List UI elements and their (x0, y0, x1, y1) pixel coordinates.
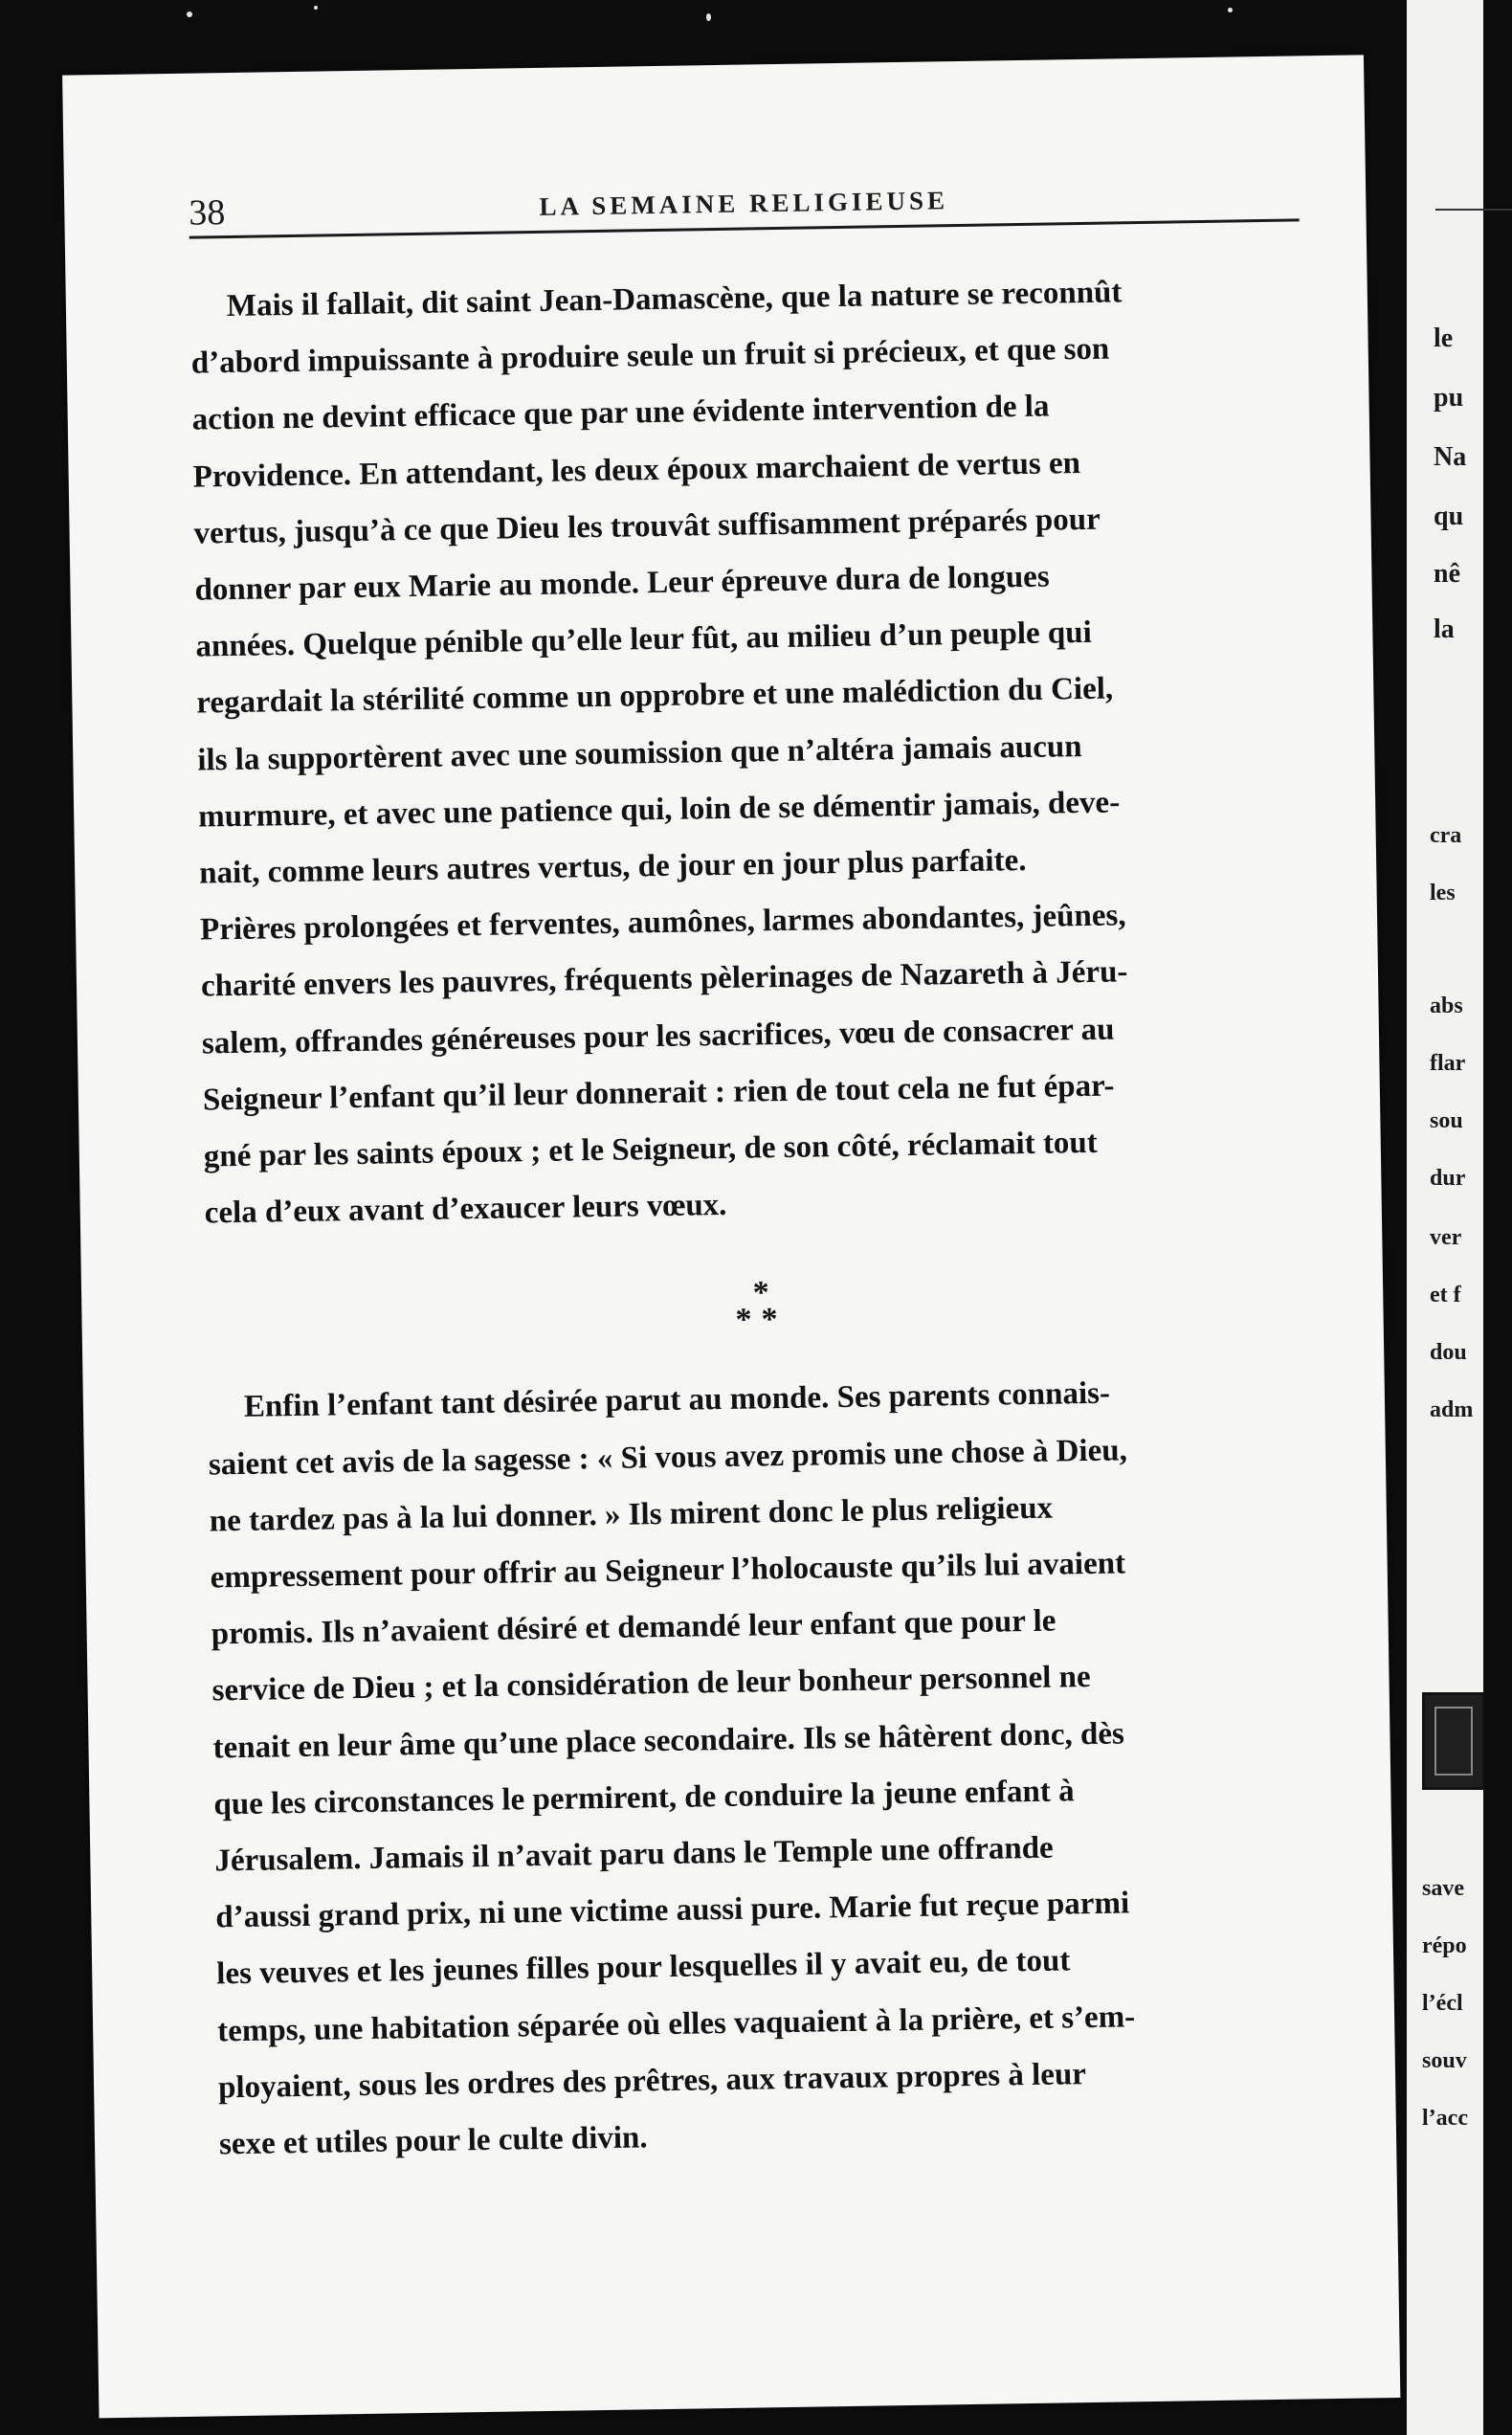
facing-fragment: répo (1422, 1933, 1467, 1958)
facing-fragment: l’acc (1422, 2106, 1468, 2131)
running-title: LA SEMAINE RELIGIEUSE (539, 186, 949, 221)
scan-speck (314, 6, 318, 10)
facing-fragment: cra (1430, 823, 1462, 848)
decorated-initial (1422, 1692, 1485, 1790)
body-text (189, 261, 1329, 2173)
facing-fragment: l’écl (1422, 1991, 1463, 2016)
facing-fragment: flar (1430, 1051, 1466, 1076)
facing-fragment: nê (1434, 559, 1460, 589)
facing-fragment: la (1434, 614, 1455, 644)
paragraph-2: Enfin l’enfant tant désirée parut au monde. Ses parents connais- saient cet avis de la sagesse : « Si vous avez promis une chose à Dieu, ne tardez pas à la lui donner. » Ils mirent donc le plus religieux empressement pour offrir au Seigneur l’holocauste qu’ils lui avaient promis. Ils n’avaient désiré et demandé leur enfant que pour le service de Dieu ; et la considération de leur bonheur personnel ne tenait en leur âme qu’une place secondaire. Ils se hâtèrent donc, dès que les circonstances le permirent, de conduire la jeune enfant à Jérusalem. Jamais il n’avait paru dans le Temple une offrande d’aussi grand prix, ni une victime aussi pure. Marie fut reçue parmi les veuves et les jeunes filles pour lesquelles il y avait eu, de tout temps, une habitation séparée où elles vaquaient à la prière, et s’em- ployaient, sous les ordres des prêtres, aux travaux propres à leur sexe et utiles pour le culte divin. (208, 1376, 1136, 2162)
facing-fragment: abs (1430, 994, 1463, 1018)
scan-speck (1228, 8, 1233, 12)
facing-fragment: Na (1434, 442, 1467, 472)
facing-fragment: sou (1430, 1108, 1463, 1133)
facing-fragment: souv (1422, 2048, 1467, 2073)
facing-fragment: les (1430, 881, 1456, 905)
page-number: 38 (189, 192, 226, 234)
paragraph-1: Mais il fallait, dit saint Jean-Damascène, que la nature se reconnût d’abord impuissante à produire seule un fruit si précieux, et que son action ne devint efficace que par une évidente intervention de la Providence. En attendant, les deux époux marchaient de vertus en vertus, jusqu’à ce que Dieu les trouvât suffisamment préparés pour donner par eux Marie au monde. Leur épreuve dura de longues années. Quelque pénible qu’elle leur fût, au milieu d’un peuple qui regardait la stérilité comme un opprobre et une malédiction du Ciel, ils la supportèrent avec une soumission que n’altéra jamais aucun murmure, et avec une patience qui, loin de se démentir jamais, deve- nait, comme leurs autres vertus, de jour en jour plus parfaite. Prières prolongées et ferventes, aumônes, larmes abondantes, jeûnes, charité envers les pauvres, fréquents pèlerinages de Nazareth à Jéru- salem, offrandes généreuses pour les sacrifices, vœu de consacrer au Seigneur l’enfant qu’il leur donnerait : rien de tout cela ne fut épar- gné par les saints époux ; et le Seigneur, de son côté, réclamait tout cela d’eux avant d’exaucer leurs vœux. (190, 275, 1128, 1231)
facing-fragment: ver (1430, 1225, 1462, 1250)
book-page (62, 55, 1400, 2418)
facing-fragment: le (1434, 324, 1454, 353)
running-head (189, 161, 1300, 238)
scan-speck (187, 11, 192, 17)
facing-fragment: save (1422, 1876, 1464, 1901)
scan-speck (706, 13, 711, 21)
facing-fragment: pu (1434, 383, 1464, 413)
page-content (189, 161, 1332, 2322)
separator-stars-bottom: ** (735, 1302, 788, 1339)
facing-fragment: adm (1430, 1397, 1474, 1422)
separator-star-top: * (752, 1275, 769, 1311)
facing-fragment: dou (1430, 1340, 1467, 1365)
facing-fragment: dur (1430, 1166, 1466, 1191)
facing-fragment: et f (1430, 1283, 1461, 1307)
section-separator (206, 1269, 1317, 1346)
facing-rule (1435, 209, 1512, 211)
facing-fragment: qu (1434, 502, 1464, 531)
